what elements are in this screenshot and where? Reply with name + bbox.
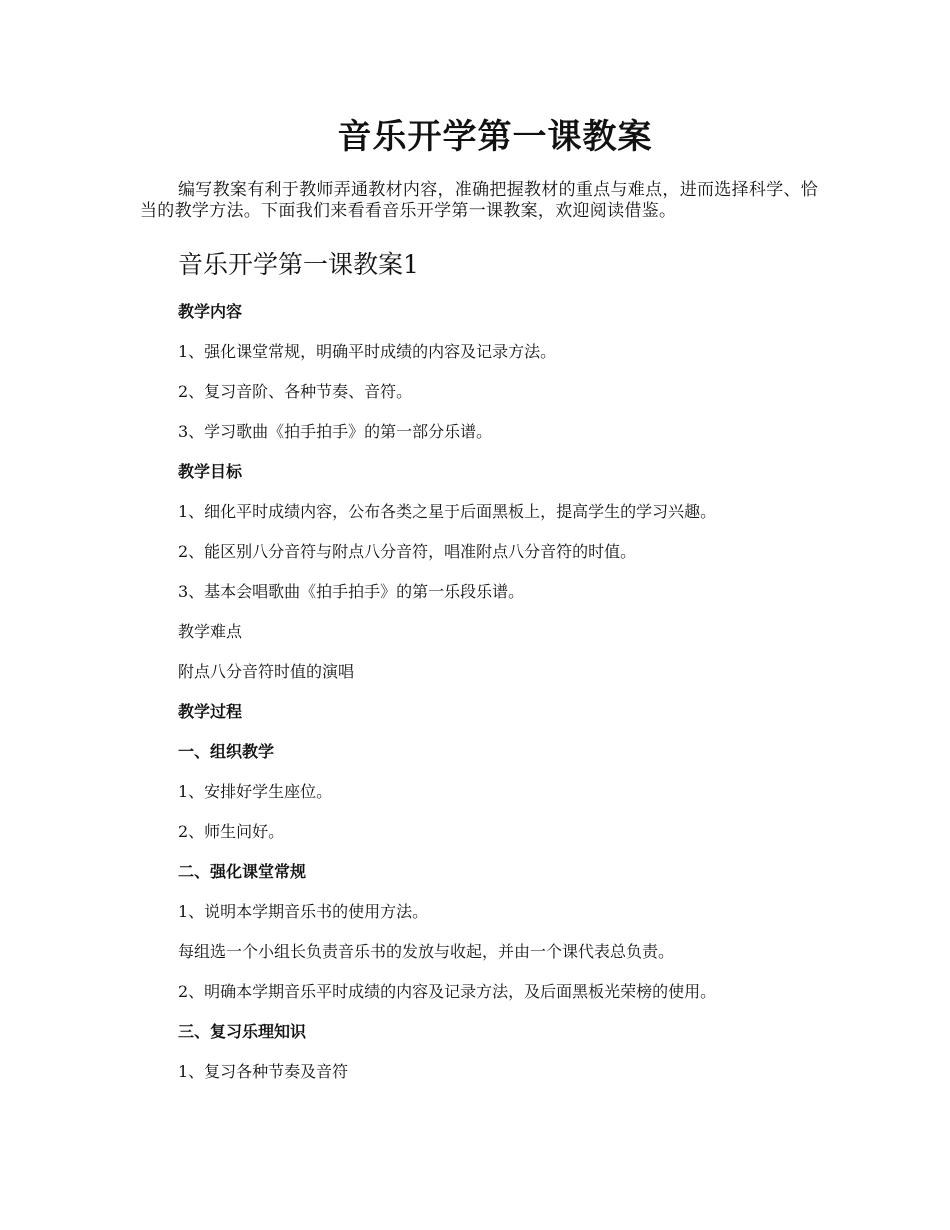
paragraph-line: 2、复习音阶、各种节奏、音符。 [178, 382, 413, 401]
paragraph-line: 每组选一个小组长负责音乐书的发放与收起，并由一个课代表总负责。 [178, 942, 675, 961]
paragraph-line: 1、安排好学生座位。 [178, 782, 333, 801]
subheading-teaching-process: 教学过程 [178, 702, 243, 721]
paragraph-line: 3、学习歌曲《拍手拍手》的第一部分乐谱。 [178, 422, 493, 441]
subheading-teaching-content: 教学内容 [178, 302, 243, 321]
subheading-step-two: 二、强化课堂常规 [178, 862, 307, 881]
paragraph-line: 2、明确本学期音乐平时成绩的内容及记录方法，及后面黑板光荣榜的使用。 [178, 982, 717, 1001]
paragraph-line: 2、能区别八分音符与附点八分音符，唱准附点八分音符的时值。 [178, 542, 637, 561]
subheading-step-three: 三、复习乐理知识 [178, 1022, 307, 1041]
section-heading: 音乐开学第一课教案1 [178, 250, 419, 279]
document-title: 音乐开学第一课教案 [337, 117, 653, 157]
subheading-teaching-goals: 教学目标 [178, 462, 243, 481]
paragraph-line: 附点八分音符时值的演唱 [178, 662, 355, 681]
paragraph-line: 2、师生问好。 [178, 822, 285, 841]
paragraph-line: 1、强化课堂常规，明确平时成绩的内容及记录方法。 [178, 342, 557, 361]
intro-paragraph: 编写教案有利于教师弄通教材内容，准确把握教材的重点与难点，进而选择科学、恰当的教学方法。下面我们来看看音乐开学第一课教案，欢迎阅读借鉴。 [140, 180, 819, 221]
paragraph-line: 3、基本会唱歌曲《拍手拍手》的第一乐段乐谱。 [178, 582, 525, 601]
subheading-teaching-difficulty: 教学难点 [178, 622, 243, 641]
paragraph-line: 1、说明本学期音乐书的使用方法。 [178, 902, 429, 921]
subheading-step-one: 一、组织教学 [178, 742, 275, 761]
paragraph-line: 1、细化平时成绩内容，公布各类之星于后面黑板上，提高学生的学习兴趣。 [178, 502, 717, 521]
paragraph-line: 1、复习各种节奏及音符 [178, 1062, 349, 1081]
